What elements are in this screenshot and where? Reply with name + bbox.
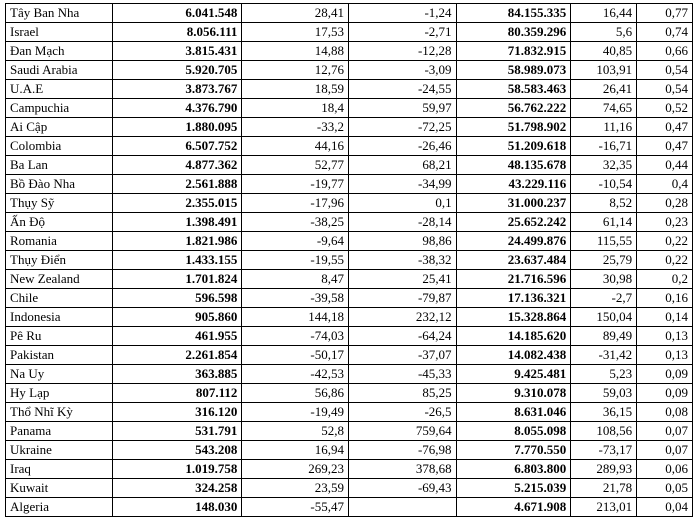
pct-change-cell: 21,78 — [571, 479, 637, 498]
pct-change-cell: 61,14 — [571, 213, 637, 232]
pct-change-cell: -38,25 — [242, 213, 349, 232]
table-row — [6, 384, 693, 403]
pct-change-cell: -10,54 — [571, 175, 637, 194]
pct-change-cell: -37,07 — [348, 346, 456, 365]
table-row — [6, 232, 693, 251]
pct-change-cell: 23,59 — [242, 479, 349, 498]
pct-change-cell: -72,25 — [348, 118, 456, 137]
value-bold-cell: 461.955 — [112, 327, 242, 346]
pct-change-cell: -34,99 — [348, 175, 456, 194]
country-cell: Panama — [6, 422, 113, 441]
value-bold-cell: 9.425.481 — [456, 365, 571, 384]
pct-change-cell: 759,64 — [348, 422, 456, 441]
value-bold-cell: 1.398.491 — [112, 213, 242, 232]
value-bold-cell: 21.716.596 — [456, 270, 571, 289]
share-cell: 0,13 — [637, 346, 693, 365]
value-bold-cell: 4.877.362 — [112, 156, 242, 175]
country-cell: U.A.E — [6, 80, 113, 99]
value-bold-cell: 80.359.296 — [456, 23, 571, 42]
pct-change-cell: -16,71 — [571, 137, 637, 156]
pct-change-cell: -2,7 — [571, 289, 637, 308]
pct-change-cell: 18,4 — [242, 99, 349, 118]
table-row — [6, 251, 693, 270]
pct-change-cell: 5,23 — [571, 365, 637, 384]
pct-change-cell: -79,87 — [348, 289, 456, 308]
value-bold-cell: 84.155.335 — [456, 4, 571, 23]
country-cell: New Zealand — [6, 270, 113, 289]
value-bold-cell: 1.019.758 — [112, 460, 242, 479]
table-row — [6, 213, 693, 232]
pct-change-cell: 56,86 — [242, 384, 349, 403]
pct-change-cell: 17,53 — [242, 23, 349, 42]
table-row — [6, 289, 693, 308]
pct-change-cell: 25,41 — [348, 270, 456, 289]
country-cell: Tây Ban Nha — [6, 4, 113, 23]
country-cell: Ai Cập — [6, 118, 113, 137]
value-bold-cell: 531.791 — [112, 422, 242, 441]
value-bold-cell: 6.507.752 — [112, 137, 242, 156]
country-cell: Colombia — [6, 137, 113, 156]
value-bold-cell: 148.030 — [112, 498, 242, 517]
value-bold-cell: 3.815.431 — [112, 42, 242, 61]
share-cell: 0,16 — [637, 289, 693, 308]
share-cell: 0,07 — [637, 441, 693, 460]
pct-change-cell: -9,64 — [242, 232, 349, 251]
share-cell: 0,07 — [637, 422, 693, 441]
country-cell: Chile — [6, 289, 113, 308]
value-bold-cell: 363.885 — [112, 365, 242, 384]
pct-change-cell: 36,15 — [571, 403, 637, 422]
country-cell: Ấn Độ — [6, 213, 113, 232]
share-cell: 0,22 — [637, 232, 693, 251]
pct-change-cell: -12,28 — [348, 42, 456, 61]
value-bold-cell: 6.041.548 — [112, 4, 242, 23]
country-cell: Thụy Điển — [6, 251, 113, 270]
table-row — [6, 308, 693, 327]
pct-change-cell: 14,88 — [242, 42, 349, 61]
pct-change-cell: 59,97 — [348, 99, 456, 118]
table-row — [6, 479, 693, 498]
pct-change-cell: -39,58 — [242, 289, 349, 308]
table-row — [6, 175, 693, 194]
value-bold-cell: 1.701.824 — [112, 270, 242, 289]
table-row — [6, 365, 693, 384]
pct-change-cell: -1,24 — [348, 4, 456, 23]
pct-change-cell: 16,94 — [242, 441, 349, 460]
pct-change-cell: 108,56 — [571, 422, 637, 441]
pct-change-cell: 89,49 — [571, 327, 637, 346]
share-cell: 0,08 — [637, 403, 693, 422]
country-cell: Hy Lạp — [6, 384, 113, 403]
value-bold-cell: 17.136.321 — [456, 289, 571, 308]
value-bold-cell: 71.832.915 — [456, 42, 571, 61]
value-bold-cell: 2.261.854 — [112, 346, 242, 365]
value-bold-cell: 31.000.237 — [456, 194, 571, 213]
value-bold-cell: 56.762.222 — [456, 99, 571, 118]
table-row — [6, 99, 693, 118]
pct-change-cell: 8,52 — [571, 194, 637, 213]
table-row — [6, 270, 693, 289]
table-row — [6, 403, 693, 422]
value-bold-cell: 807.112 — [112, 384, 242, 403]
country-cell: Campuchia — [6, 99, 113, 118]
pct-change-cell: 28,41 — [242, 4, 349, 23]
value-bold-cell: 4.671.908 — [456, 498, 571, 517]
value-bold-cell: 316.120 — [112, 403, 242, 422]
pct-change-cell: -69,43 — [348, 479, 456, 498]
pct-change-cell: 40,85 — [571, 42, 637, 61]
value-bold-cell: 2.561.888 — [112, 175, 242, 194]
value-bold-cell: 24.499.876 — [456, 232, 571, 251]
pct-change-cell: -33,2 — [242, 118, 349, 137]
share-cell: 0,54 — [637, 61, 693, 80]
pct-change-cell: -76,98 — [348, 441, 456, 460]
pct-change-cell: 12,76 — [242, 61, 349, 80]
value-bold-cell: 58.989.073 — [456, 61, 571, 80]
pct-change-cell: -19,49 — [242, 403, 349, 422]
value-bold-cell: 1.433.155 — [112, 251, 242, 270]
value-bold-cell: 5.920.705 — [112, 61, 242, 80]
pct-change-cell: -3,09 — [348, 61, 456, 80]
share-cell: 0,44 — [637, 156, 693, 175]
share-cell: 0,47 — [637, 137, 693, 156]
value-bold-cell: 15.328.864 — [456, 308, 571, 327]
pct-change-cell: 85,25 — [348, 384, 456, 403]
share-cell: 0,54 — [637, 80, 693, 99]
country-cell: Thổ Nhĩ Kỳ — [6, 403, 113, 422]
country-cell: Israel — [6, 23, 113, 42]
share-cell: 0,77 — [637, 4, 693, 23]
table-row — [6, 61, 693, 80]
value-bold-cell: 43.229.116 — [456, 175, 571, 194]
pct-change-cell: 98,86 — [348, 232, 456, 251]
country-cell: Đan Mạch — [6, 42, 113, 61]
country-cell: Romania — [6, 232, 113, 251]
country-cell: Pê Ru — [6, 327, 113, 346]
share-cell: 0,04 — [637, 498, 693, 517]
value-bold-cell: 4.376.790 — [112, 99, 242, 118]
table-row — [6, 460, 693, 479]
country-cell: Na Uy — [6, 365, 113, 384]
country-cell: Ba Lan — [6, 156, 113, 175]
country-cell: Iraq — [6, 460, 113, 479]
table-row — [6, 441, 693, 460]
value-bold-cell: 5.215.039 — [456, 479, 571, 498]
value-bold-cell: 51.209.618 — [456, 137, 571, 156]
value-bold-cell: 14.185.620 — [456, 327, 571, 346]
country-cell: Pakistan — [6, 346, 113, 365]
value-bold-cell: 48.135.678 — [456, 156, 571, 175]
value-bold-cell: 8.056.111 — [112, 23, 242, 42]
value-bold-cell: 8.055.098 — [456, 422, 571, 441]
value-bold-cell: 51.798.902 — [456, 118, 571, 137]
share-cell: 0,47 — [637, 118, 693, 137]
pct-change-cell: -55,47 — [242, 498, 349, 517]
country-cell: Kuwait — [6, 479, 113, 498]
pct-change-cell: 232,12 — [348, 308, 456, 327]
value-bold-cell: 7.770.550 — [456, 441, 571, 460]
value-bold-cell: 324.258 — [112, 479, 242, 498]
table-row — [6, 4, 693, 23]
pct-change-cell: 52,77 — [242, 156, 349, 175]
pct-change-cell: 150,04 — [571, 308, 637, 327]
pct-change-cell: -26,5 — [348, 403, 456, 422]
pct-change-cell: -26,46 — [348, 137, 456, 156]
share-cell: 0,74 — [637, 23, 693, 42]
share-cell: 0,22 — [637, 251, 693, 270]
pct-change-cell: -74,03 — [242, 327, 349, 346]
pct-change-cell: 16,44 — [571, 4, 637, 23]
pct-change-cell: 8,47 — [242, 270, 349, 289]
pct-change-cell: 11,16 — [571, 118, 637, 137]
country-cell: Algeria — [6, 498, 113, 517]
pct-change-cell: -73,17 — [571, 441, 637, 460]
pct-change-cell: 144,18 — [242, 308, 349, 327]
pct-change-cell: 52,8 — [242, 422, 349, 441]
share-cell: 0,28 — [637, 194, 693, 213]
value-bold-cell: 1.821.986 — [112, 232, 242, 251]
pct-change-cell: 213,01 — [571, 498, 637, 517]
pct-change-cell: 32,35 — [571, 156, 637, 175]
value-bold-cell: 3.873.767 — [112, 80, 242, 99]
table-row — [6, 137, 693, 156]
share-cell: 0,4 — [637, 175, 693, 194]
table-row — [6, 156, 693, 175]
value-bold-cell: 596.598 — [112, 289, 242, 308]
table-row — [6, 42, 693, 61]
share-cell: 0,13 — [637, 327, 693, 346]
pct-change-cell: -24,55 — [348, 80, 456, 99]
pct-change-cell: 289,93 — [571, 460, 637, 479]
country-cell: Saudi Arabia — [6, 61, 113, 80]
pct-change-cell: 18,59 — [242, 80, 349, 99]
country-cell: Ukraine — [6, 441, 113, 460]
pct-change-cell: -50,17 — [242, 346, 349, 365]
table-row — [6, 346, 693, 365]
pct-change-cell: 5,6 — [571, 23, 637, 42]
value-bold-cell: 14.082.438 — [456, 346, 571, 365]
pct-change-cell: -31,42 — [571, 346, 637, 365]
value-bold-cell: 543.208 — [112, 441, 242, 460]
value-bold-cell: 6.803.800 — [456, 460, 571, 479]
pct-change-cell: 74,65 — [571, 99, 637, 118]
value-bold-cell: 58.583.463 — [456, 80, 571, 99]
pct-change-cell: 44,16 — [242, 137, 349, 156]
pct-change-cell: -42,53 — [242, 365, 349, 384]
pct-change-cell: 26,41 — [571, 80, 637, 99]
value-bold-cell: 9.310.078 — [456, 384, 571, 403]
share-cell: 0,23 — [637, 213, 693, 232]
table-row — [6, 80, 693, 99]
value-bold-cell: 905.860 — [112, 308, 242, 327]
pct-change-cell: -2,71 — [348, 23, 456, 42]
table-row — [6, 327, 693, 346]
value-bold-cell: 25.652.242 — [456, 213, 571, 232]
share-cell: 0,14 — [637, 308, 693, 327]
pct-change-cell: 0,1 — [348, 194, 456, 213]
pct-change-cell: 25,79 — [571, 251, 637, 270]
trade-table — [5, 3, 693, 517]
share-cell: 0,09 — [637, 384, 693, 403]
pct-change-cell: -45,33 — [348, 365, 456, 384]
pct-change-cell: -19,77 — [242, 175, 349, 194]
share-cell: 0,09 — [637, 365, 693, 384]
table-row — [6, 194, 693, 213]
value-bold-cell: 1.880.095 — [112, 118, 242, 137]
country-cell: Indonesia — [6, 308, 113, 327]
value-bold-cell: 23.637.484 — [456, 251, 571, 270]
table-row — [6, 422, 693, 441]
share-cell: 0,05 — [637, 479, 693, 498]
share-cell: 0,66 — [637, 42, 693, 61]
pct-change-cell: -64,24 — [348, 327, 456, 346]
pct-change-cell: 378,68 — [348, 460, 456, 479]
pct-change-cell: 269,23 — [242, 460, 349, 479]
pct-change-cell: 103,91 — [571, 61, 637, 80]
table-row — [6, 23, 693, 42]
pct-change-cell: 68,21 — [348, 156, 456, 175]
share-cell: 0,52 — [637, 99, 693, 118]
value-bold-cell: 8.631.046 — [456, 403, 571, 422]
pct-change-cell: 115,55 — [571, 232, 637, 251]
pct-change-cell: -19,55 — [242, 251, 349, 270]
table-body — [6, 4, 693, 517]
pct-change-cell: 59,03 — [571, 384, 637, 403]
country-cell: Thụy Sỹ — [6, 194, 113, 213]
pct-change-cell: -28,14 — [348, 213, 456, 232]
value-bold-cell: 2.355.015 — [112, 194, 242, 213]
pct-change-cell: -17,96 — [242, 194, 349, 213]
pct-change-cell: -38,32 — [348, 251, 456, 270]
share-cell: 0,06 — [637, 460, 693, 479]
pct-change-cell: 30,98 — [571, 270, 637, 289]
table-row — [6, 498, 693, 517]
table-row — [6, 118, 693, 137]
pct-change-cell — [348, 498, 456, 517]
share-cell: 0,2 — [637, 270, 693, 289]
country-cell: Bồ Đào Nha — [6, 175, 113, 194]
